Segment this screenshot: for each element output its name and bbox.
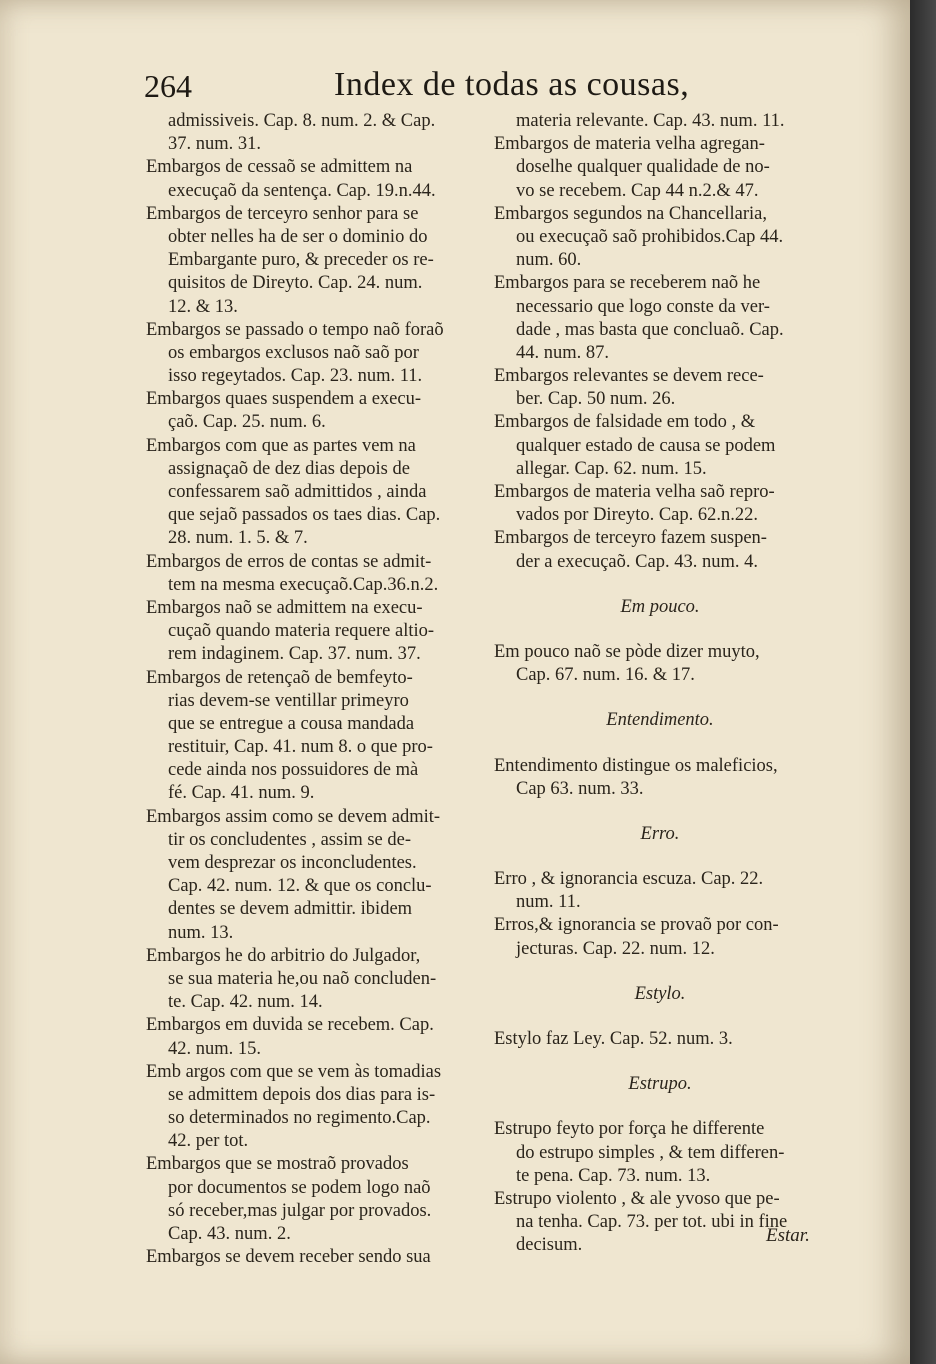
entry-line: Embargos de terceyro fazem suspen- <box>494 528 767 549</box>
entry-line: cuçaõ quando materia requere altio- <box>168 621 435 642</box>
index-entry <box>494 914 826 960</box>
index-entry <box>494 110 826 133</box>
entry-line: Embargos em duvida se recebem. Cap. <box>146 1015 434 1036</box>
entry-line: se admittem depois dos dias para is- <box>168 1084 436 1105</box>
entry-line: Estylo faz Ley. Cap. 52. num. 3. <box>494 1029 733 1049</box>
entry-line: decisum. <box>516 1235 583 1256</box>
entry-line: se sua materia he,ou naõ concluden- <box>168 968 437 989</box>
entry-line: assignaçaõ de dez dias depois de <box>168 458 410 479</box>
entry-line: execuçaõ da sentença. Cap. 19.n.44. <box>168 180 436 201</box>
entry-line: Estrupo feyto por força he differente <box>494 1119 765 1140</box>
entry-line: Embargos de retençaõ de bemfeyto- <box>146 667 413 688</box>
entry-line: so determinados no regimento.Cap. <box>168 1108 431 1129</box>
entry-line: Embargos naõ se admittem na execu- <box>146 597 423 618</box>
entry-line: Cap 63. num. 33. <box>516 778 644 799</box>
entry-line: os embargos exclusos naõ saõ por <box>168 342 419 363</box>
index-entry <box>494 203 826 273</box>
entry-line: dentes se devem admittir. ibidem <box>168 899 413 920</box>
entry-line: Embargos de falsidade em todo , & <box>494 412 756 433</box>
index-entry <box>146 1061 482 1154</box>
entry-line: Erros,& ignorancia se provaõ por con- <box>494 915 779 936</box>
entry-line: 42. num. 15. <box>168 1038 262 1059</box>
entry-line: vo se recebem. Cap 44 n.2.& 47. <box>516 180 759 201</box>
entry-line: do estrupo simples , & tem differen- <box>516 1142 785 1163</box>
entry-line: num. 11. <box>516 892 581 913</box>
entry-line: rem indaginem. Cap. 37. num. 37. <box>168 644 421 665</box>
entry-line: fé. Cap. 41. num. 9. <box>168 783 315 804</box>
entry-line: num. 13. <box>168 922 234 943</box>
index-entry <box>146 110 482 156</box>
index-entry <box>494 365 826 411</box>
entry-line: Embargos com que as partes vem na <box>146 435 416 456</box>
entry-line: Embargos assim como se devem admit- <box>146 806 441 827</box>
index-entry <box>494 272 826 365</box>
book-gutter-edge <box>910 0 936 1364</box>
entry-line: Embargos se devem receber sendo sua <box>146 1247 431 1268</box>
entry-line: allegar. Cap. 62. num. 15. <box>516 458 707 479</box>
entry-line: 12. & 13. <box>168 296 238 317</box>
entry-line: Embargos de erros de contas se admit- <box>146 551 432 572</box>
entry-line: ber. Cap. 50 num. 26. <box>516 389 676 410</box>
entry-line: ou execuçaõ saõ prohibidos.Cap 44. <box>516 226 784 247</box>
index-entry <box>146 806 482 945</box>
entry-line: Cap. 67. num. 16. & 17. <box>516 665 695 686</box>
entry-line: rias devem-se ventillar primeyro <box>168 690 409 711</box>
section-heading: Entendimento. <box>606 710 714 731</box>
index-entry <box>146 319 482 389</box>
entry-line: jecturas. Cap. 22. num. 12. <box>516 938 715 959</box>
entry-line: Emb argos com que se vem às tomadias <box>146 1061 442 1082</box>
entry-line: Embargos de materia velha saõ repro- <box>494 482 775 502</box>
entry-line: Embargos se passado o tempo naõ foraõ <box>146 319 444 340</box>
entry-line: necessario que logo conste da ver- <box>516 296 770 317</box>
entry-line: vados por Direyto. Cap. 62.n.22. <box>516 505 759 526</box>
index-entry <box>146 1153 482 1246</box>
section-heading: Estylo. <box>634 983 686 1004</box>
entry-line: que sejaõ passados os taes dias. Cap. <box>168 505 441 526</box>
catchword: Estar. <box>766 1225 810 1246</box>
entry-line: Erro , & ignorancia escuza. Cap. 22. <box>494 869 764 890</box>
running-title: Index de todas as cousas, <box>334 66 690 103</box>
entry-line: te pena. Cap. 73. num. 13. <box>516 1165 711 1186</box>
entry-line: 28. num. 1. 5. & 7. <box>168 528 308 549</box>
section-heading: Em pouco. <box>620 596 700 617</box>
page-header <box>144 62 834 110</box>
entry-line: der a execuçaõ. Cap. 43. num. 4. <box>516 551 758 572</box>
index-entry <box>146 435 482 551</box>
entry-line: Embargos de materia velha agregan- <box>494 134 765 155</box>
entry-line: isso regeytados. Cap. 23. num. 11. <box>168 366 423 387</box>
index-entry <box>494 755 826 801</box>
index-entry <box>146 597 482 667</box>
entry-line: num. 60. <box>516 250 582 271</box>
index-entry <box>146 945 482 1015</box>
entry-line: vem desprezar os inconcludentes. <box>168 853 417 873</box>
index-entry <box>494 481 826 527</box>
entry-line: confessarem saõ admittidos , ainda <box>168 482 427 502</box>
entry-line: materia relevante. Cap. 43. num. 11. <box>516 111 785 131</box>
entry-line: Embargos he do arbitrio do Julgador, <box>146 945 421 966</box>
entry-line: tem na mesma execuçaõ.Cap.36.n.2. <box>168 574 439 595</box>
index-entry <box>146 667 482 806</box>
index-entry <box>146 388 482 434</box>
index-entry <box>494 411 826 481</box>
entry-line: 37. num. 31. <box>168 134 262 155</box>
index-entry <box>146 203 482 319</box>
index-entry <box>146 1014 482 1060</box>
entry-line: que se entregue a cousa mandada <box>168 713 415 734</box>
entry-line: te. Cap. 42. num. 14. <box>168 992 323 1013</box>
entry-line: por documentos se podem logo naõ <box>168 1177 431 1198</box>
entry-line: Embargos quaes suspendem a execu- <box>146 389 422 410</box>
entry-line: Cap. 43. num. 2. <box>168 1224 291 1244</box>
entry-line: admissiveis. Cap. 8. num. 2. & Cap. <box>168 111 436 131</box>
entry-line: Embargos segundos na Chancellaria, <box>494 203 767 224</box>
index-entry <box>146 1246 482 1269</box>
entry-line: Estrupo violento , & ale yvoso que pe- <box>494 1188 780 1209</box>
index-entry <box>494 641 826 687</box>
entry-line: obter nelles ha de ser o dominio do <box>168 226 428 247</box>
entry-line: çaõ. Cap. 25. num. 6. <box>168 412 326 433</box>
entry-line: restituir, Cap. 41. num 8. o que pro- <box>168 737 433 758</box>
entry-line: 42. per tot. <box>168 1131 249 1152</box>
left-column <box>146 110 482 1269</box>
index-entry <box>494 527 826 573</box>
entry-line: cede ainda nos possuidores de mà <box>168 760 419 781</box>
entry-line: tir os concludentes , assim se de- <box>168 829 412 850</box>
entry-line: Embargante puro, & preceder os re- <box>168 250 434 271</box>
index-entry <box>146 551 482 597</box>
section-heading: Erro. <box>640 823 680 844</box>
entry-line: Embargos de terceyro senhor para se <box>146 203 419 224</box>
entry-line: só receber,mas julgar por provados. <box>168 1200 432 1221</box>
right-column <box>494 110 826 1258</box>
index-entry <box>494 133 826 203</box>
index-entry <box>494 1188 826 1258</box>
entry-line: doselhe qualquer qualidade de no- <box>516 157 770 178</box>
section-heading: Estrupo. <box>628 1074 692 1095</box>
entry-line: Embargos relevantes se devem rece- <box>494 366 764 387</box>
index-entry <box>494 1118 826 1188</box>
entry-line: Cap. 42. num. 12. & que os conclu- <box>168 876 432 897</box>
entry-line: qualquer estado de causa se podem <box>516 435 776 456</box>
index-entry <box>494 1028 826 1051</box>
entry-line: dade , mas basta que concluaõ. Cap. <box>516 319 784 340</box>
entry-line: Entendimento distingue os maleficios, <box>494 755 778 776</box>
entry-line: quisitos de Direyto. Cap. 24. num. <box>168 273 423 294</box>
entry-line: na tenha. Cap. 73. per tot. ubi in fine <box>516 1212 788 1233</box>
entry-line: Embargos que se mostraõ provados <box>146 1154 409 1175</box>
entry-line: 44. num. 87. <box>516 342 610 363</box>
entry-line: Embargos para se receberem naõ he <box>494 273 761 294</box>
index-entry <box>146 156 482 202</box>
index-entry <box>494 868 826 914</box>
entry-line: Embargos de cessaõ se admittem na <box>146 157 413 178</box>
page-number: 264 <box>144 68 192 104</box>
entry-line: Em pouco naõ se pòde dizer muyto, <box>494 641 760 662</box>
